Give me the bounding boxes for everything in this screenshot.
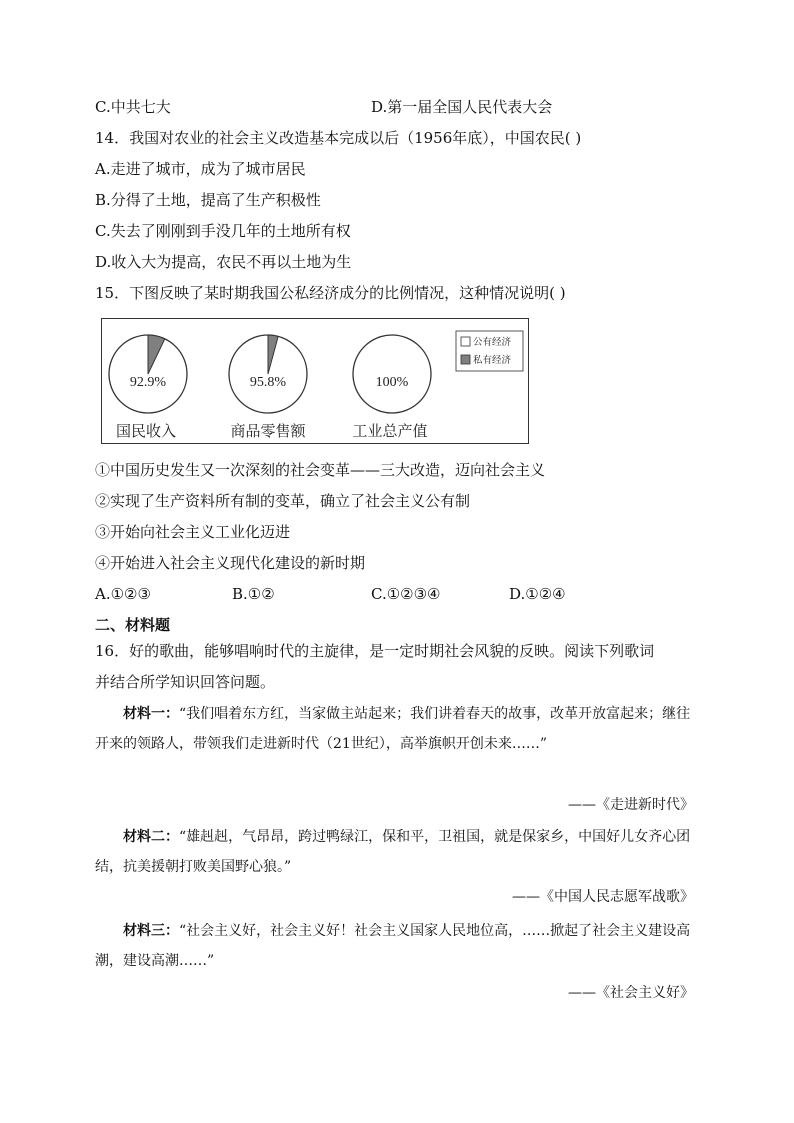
- pie-chart-svg: [102, 319, 530, 445]
- material-3-label: 材料三：: [123, 923, 179, 939]
- legend-public-swatch: [461, 337, 470, 346]
- pie-3-value-label: 100%: [375, 375, 409, 390]
- material-1-text: “我们唱着东方红，当家做主站起来；我们讲着春天的故事，改革开放富起来；继往开来的领路人，带领我们走进新时代（21世纪），高举旗帜开创未来……”: [95, 706, 691, 752]
- material-2-source: ——《中国人民志愿军战歌》: [512, 889, 694, 905]
- q15-statement-2: ②实现了生产资料所有制的变革，确立了社会主义公有制: [95, 492, 471, 510]
- q15-statement-1: ①中国历史发生又一次深刻的社会变革——三大改造，迈向社会主义: [95, 461, 546, 479]
- pie-2-value-label: 95.8%: [249, 375, 287, 390]
- material-3-text: “社会主义好，社会主义好！社会主义国家人民地位高，……掀起了社会主义建设高潮，建设高潮……”: [95, 923, 691, 969]
- pie-3-public-slice: [353, 335, 431, 413]
- q15-statement-4: ④开始进入社会主义现代化建设的新时期: [95, 554, 366, 572]
- legend-public-label: 公有经济: [473, 337, 512, 348]
- pie-3-category-label: 工业总产值: [352, 422, 428, 440]
- material-1-label: 材料一：: [123, 706, 179, 722]
- material-1: [95, 699, 695, 759]
- q14-option-d: D.收入大为提高，农民不再以土地为生: [95, 253, 352, 271]
- q14-option-c: C.失去了刚刚到手没几年的土地所有权: [95, 222, 351, 240]
- q14-option-b: B.分得了土地，提高了生产积极性: [95, 191, 321, 209]
- material-3: [95, 916, 695, 976]
- legend-private-swatch: [461, 355, 470, 364]
- q16-stem-line1: 16．好的歌曲，能够唱响时代的主旋律，是一定时期社会风貌的反映。阅读下列歌词: [95, 642, 655, 660]
- pie-1-value-label: 92.9%: [129, 375, 167, 390]
- q15-option-a: A.①②③: [95, 585, 151, 603]
- q15-option-d: D.①②④: [509, 585, 566, 603]
- q15-stem: 15．下图反映了某时期我国公私经济成分的比例情况，这种情况说明( ): [95, 284, 566, 302]
- material-3-source: ——《社会主义好》: [568, 985, 694, 1001]
- section-title: 二、材料题: [95, 616, 171, 634]
- material-2: [95, 822, 695, 882]
- q13-option-c: C.中共七大: [95, 98, 171, 116]
- q15-statement-3: ③开始向社会主义工业化迈进: [95, 523, 291, 541]
- q15-option-c: C.①②③④: [371, 585, 441, 603]
- material-2-label: 材料二：: [123, 829, 179, 845]
- q13-option-d: D.第一届全国人民代表大会: [371, 98, 553, 116]
- pie-2-category-label: 商品零售额: [230, 422, 306, 440]
- q16-stem-line2: 并结合所学知识回答问题。: [95, 673, 276, 691]
- q15-option-b: B.①②: [232, 585, 275, 603]
- q14-stem: 14．我国对农业的社会主义改造基本完成以后（1956年底），中国农民( ): [95, 129, 582, 147]
- legend-private-label: 私有经济: [473, 355, 512, 366]
- q14-option-a: A.走进了城市，成为了城市居民: [95, 160, 306, 178]
- pie-1-category-label: 国民收入: [115, 422, 177, 440]
- pie-chart-figure: [101, 318, 529, 444]
- material-2-text: “雄赳赳，气昂昂，跨过鸭绿江，保和平，卫祖国，就是保家乡，中国好儿女齐心团结，抗美援朝打败美国野心狼。”: [95, 829, 691, 875]
- material-1-source: ——《走进新时代》: [568, 797, 694, 813]
